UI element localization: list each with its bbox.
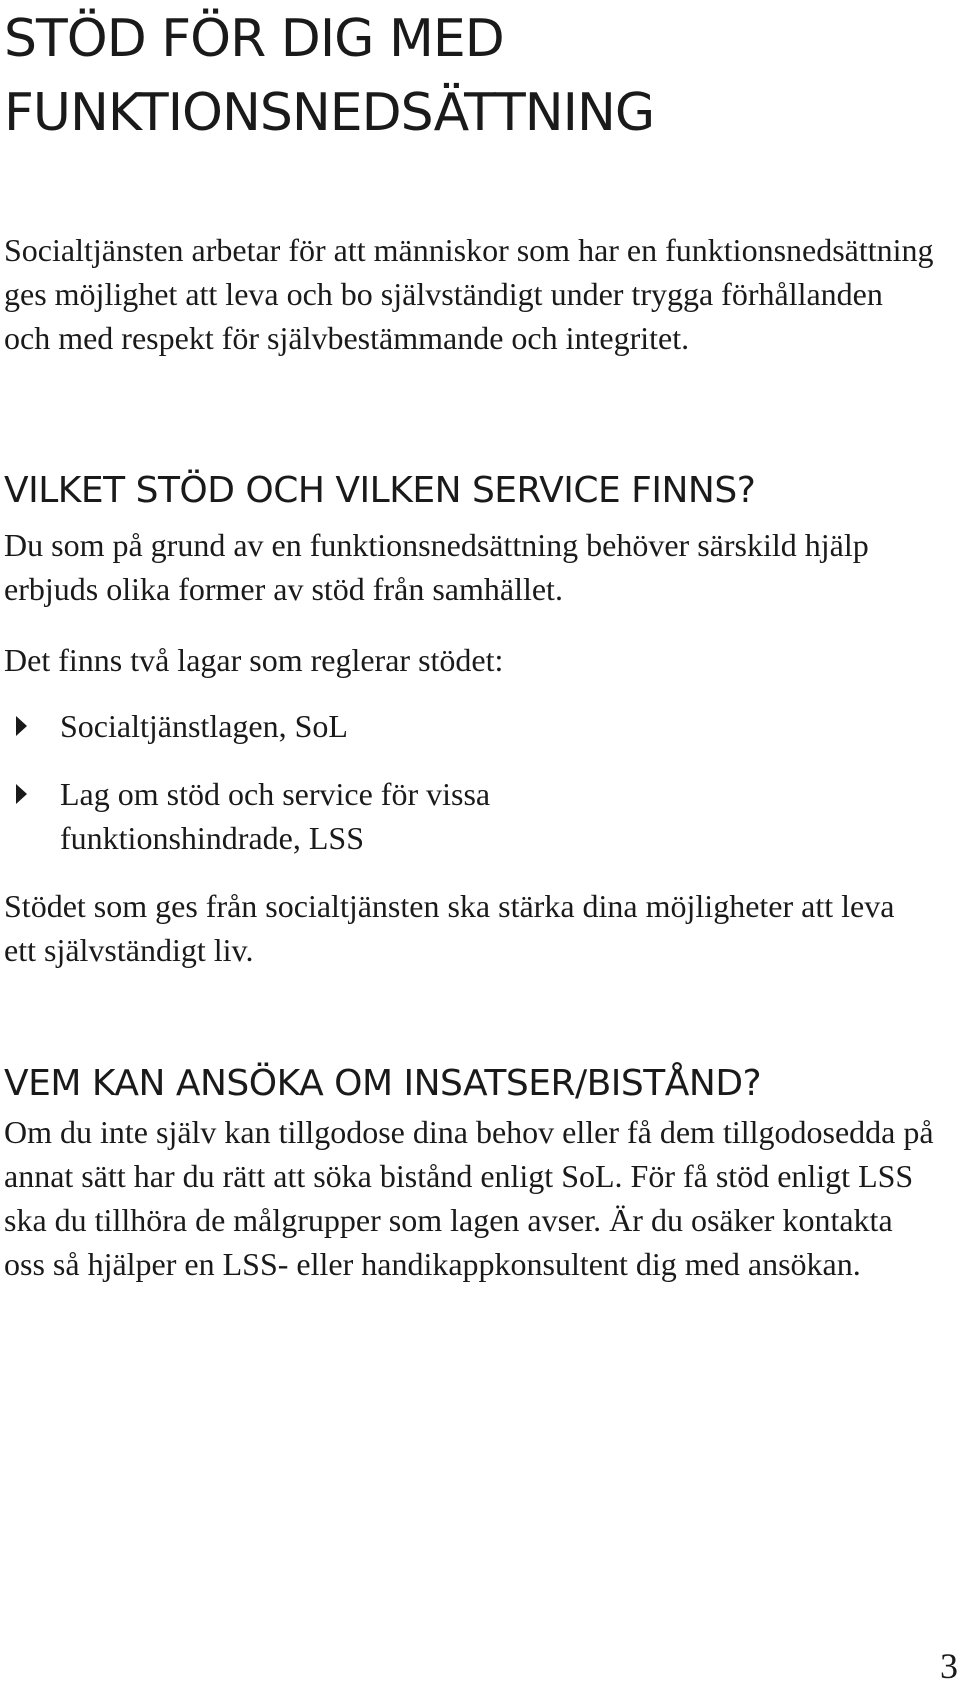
section-heading-apply: VEM KAN ANSÖKA OM INSATSER/BISTÅND? [4,1063,762,1104]
triangle-bullet-icon [16,784,27,804]
section-heading-support: VILKET STÖD OCH VILKEN SERVICE FINNS? [4,470,756,511]
support-paragraph: Du som på grund av en funktionsnedsättning behöver särskild hjälp erbjuds olika former av stöd från samhället. [4,527,869,607]
support-goal-paragraph: Stödet som ges från socialtjänsten ska stärka dina möjligheter att leva ett självständigt liv. [4,888,895,968]
list-item [4,704,540,748]
law-label: Socialtjänstlagen, SoL [60,708,348,744]
triangle-bullet-icon [16,716,27,736]
law-label: Lag om stöd och service för vissa funktionshindrade, LSS [60,776,491,856]
apply-paragraph: Om du inte själv kan tillgodose dina behov eller få dem tillgodosedda på annat sätt har du rätt att söka bistånd enligt SoL. För få stöd enligt LSS ska du tillhöra de målgrupper som lagen avser. Är du osäker kontakta oss så hjälper en LSS- eller handikappkonsultent dig med ansökan. [4,1114,934,1282]
page-title [4,0,944,150]
law-list [4,704,540,860]
intro-paragraph: Socialtjänsten arbetar för att människor som har en funktionsnedsättning ges möjlighet att leva och bo självständigt under trygga förhållanden och med respekt för självbestämmande och integritet. [4,232,934,356]
document-page [4,0,944,1282]
list-item [4,772,540,860]
page-title-line-1: STÖD FÖR DIG MED [4,9,504,69]
page-number: 3 [940,1646,958,1686]
page-title-line-2: FUNKTIONSNEDSÄTTNING [4,83,655,143]
laws-intro-paragraph: Det finns två lagar som reglerar stödet: [4,642,504,678]
